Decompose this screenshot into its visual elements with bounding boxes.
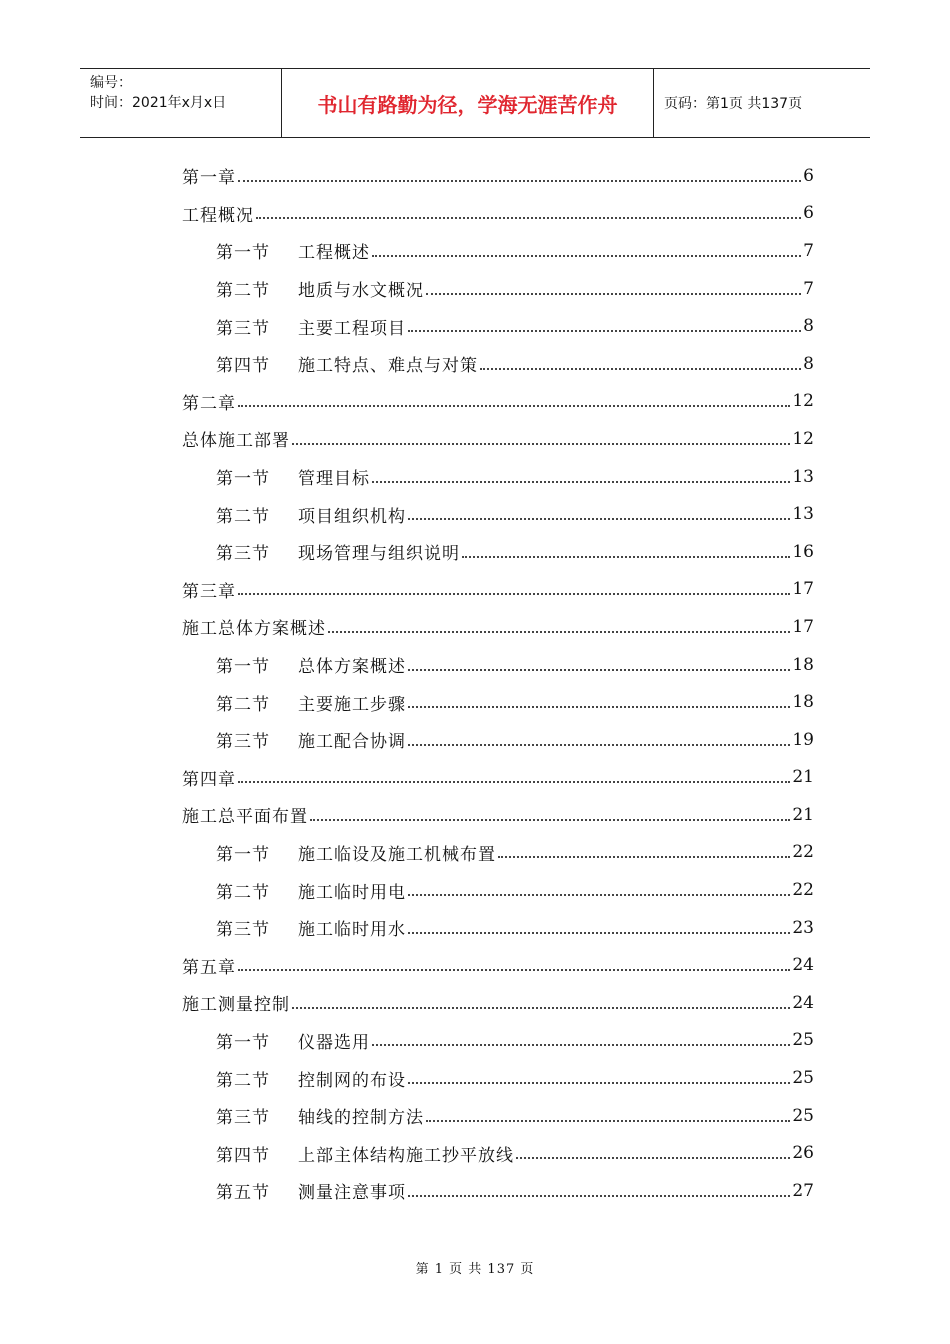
toc-entry[interactable] xyxy=(182,1097,814,1135)
toc-title: 测量注意事项 xyxy=(298,1183,406,1204)
toc-page-number: 7 xyxy=(803,278,814,299)
toc-page-number: 12 xyxy=(792,428,814,449)
toc-section-label: 第二节 xyxy=(216,281,270,302)
toc-page-number: 18 xyxy=(792,692,814,713)
toc-page-number: 21 xyxy=(792,804,814,825)
toc-page-number: 17 xyxy=(792,616,814,637)
toc-entry[interactable] xyxy=(182,683,814,721)
toc-entry[interactable] xyxy=(182,834,814,872)
toc-entry[interactable] xyxy=(182,571,814,609)
toc-leader-dots xyxy=(408,932,790,934)
toc-title: 第二章 xyxy=(182,393,236,414)
toc-title: 上部主体结构施工抄平放线 xyxy=(298,1145,514,1166)
toc-leader-dots xyxy=(408,744,790,746)
toc-title: 工程概述 xyxy=(298,243,370,264)
toc-title: 第一章 xyxy=(182,168,236,189)
toc-entry[interactable] xyxy=(182,759,814,797)
toc-title: 施工临时用水 xyxy=(298,920,406,941)
toc-title: 管理目标 xyxy=(298,469,370,490)
toc-entry[interactable] xyxy=(182,533,814,571)
toc-entry[interactable] xyxy=(182,946,814,984)
toc-title: 施工临设及施工机械布置 xyxy=(298,844,496,865)
toc-entry[interactable] xyxy=(182,232,814,270)
toc-title: 第三章 xyxy=(182,581,236,602)
toc-section-label: 第一节 xyxy=(216,657,270,678)
toc-entry[interactable] xyxy=(182,1172,814,1210)
toc-leader-dots xyxy=(328,631,790,633)
toc-leader-dots xyxy=(310,819,790,821)
toc-page-number: 21 xyxy=(792,767,814,788)
toc-leader-dots xyxy=(238,405,790,407)
toc-page-number: 19 xyxy=(792,729,814,750)
toc-leader-dots xyxy=(426,293,801,295)
toc-section-label: 第三节 xyxy=(216,920,270,941)
toc-page-number: 12 xyxy=(792,391,814,412)
toc-title: 第五章 xyxy=(182,957,236,978)
toc-leader-dots xyxy=(292,443,790,445)
toc-title: 项目组织机构 xyxy=(298,506,406,527)
toc-section-label: 第二节 xyxy=(216,506,270,527)
toc-leader-dots xyxy=(372,481,790,483)
toc-leader-dots xyxy=(408,1195,790,1197)
toc-section-label: 第一节 xyxy=(216,243,270,264)
toc-entry[interactable] xyxy=(182,345,814,383)
toc-page-number: 17 xyxy=(792,579,814,600)
toc-entry[interactable] xyxy=(182,270,814,308)
toc-page-number: 7 xyxy=(803,240,814,261)
toc-entry[interactable] xyxy=(182,984,814,1022)
toc-leader-dots xyxy=(372,255,801,257)
toc-title: 总体施工部署 xyxy=(182,431,290,452)
toc-title: 地质与水文概况 xyxy=(298,281,424,302)
toc-page-number: 23 xyxy=(792,917,814,938)
toc-title: 施工总平面布置 xyxy=(182,807,308,828)
toc-page-number: 16 xyxy=(792,541,814,562)
toc-leader-dots xyxy=(462,556,790,558)
toc-entry[interactable] xyxy=(182,1022,814,1060)
toc-leader-dots xyxy=(238,180,801,182)
toc-title: 第四章 xyxy=(182,769,236,790)
toc-page-number: 26 xyxy=(792,1143,814,1164)
toc-entry[interactable] xyxy=(182,1134,814,1172)
toc-page-number: 24 xyxy=(792,955,814,976)
time-label: 时间：2021年x月x日 xyxy=(90,95,227,111)
toc-section-label: 第三节 xyxy=(216,318,270,339)
toc-section-label: 第一节 xyxy=(216,844,270,865)
toc-leader-dots xyxy=(372,1044,790,1046)
table-of-contents xyxy=(182,157,814,1210)
header-motto: 书山有路勤为径，学海无涯苦作舟 xyxy=(282,69,654,137)
toc-section-label: 第一节 xyxy=(216,469,270,490)
header-left-cell xyxy=(80,69,282,137)
toc-title: 施工测量控制 xyxy=(182,995,290,1016)
toc-section-label: 第二节 xyxy=(216,1070,270,1091)
page-footer: 第 1 页 共 137 页 xyxy=(415,1262,535,1277)
toc-section-label: 第二节 xyxy=(216,694,270,715)
toc-leader-dots xyxy=(408,894,790,896)
toc-page-number: 27 xyxy=(792,1180,814,1201)
toc-page-number: 25 xyxy=(792,1105,814,1126)
toc-leader-dots xyxy=(238,969,790,971)
toc-entry[interactable] xyxy=(182,420,814,458)
toc-entry[interactable] xyxy=(182,796,814,834)
toc-page-number: 6 xyxy=(803,165,814,186)
toc-page-number: 25 xyxy=(792,1030,814,1051)
toc-entry[interactable] xyxy=(182,1059,814,1097)
toc-title: 施工总体方案概述 xyxy=(182,619,326,640)
toc-section-label: 第一节 xyxy=(216,1032,270,1053)
toc-leader-dots xyxy=(498,856,790,858)
toc-title: 总体方案概述 xyxy=(298,657,406,678)
toc-leader-dots xyxy=(408,330,801,332)
toc-section-label: 第三节 xyxy=(216,544,270,565)
toc-section-label: 第四节 xyxy=(216,1145,270,1166)
toc-entry[interactable] xyxy=(182,383,814,421)
toc-title: 主要施工步骤 xyxy=(298,694,406,715)
toc-leader-dots xyxy=(408,518,790,520)
toc-section-label: 第二节 xyxy=(216,882,270,903)
toc-leader-dots xyxy=(408,1082,790,1084)
toc-title: 工程概况 xyxy=(182,205,254,226)
toc-leader-dots xyxy=(292,1007,790,1009)
toc-leader-dots xyxy=(238,593,790,595)
toc-leader-dots xyxy=(256,217,801,219)
toc-section-label: 第三节 xyxy=(216,732,270,753)
toc-title: 仪器选用 xyxy=(298,1032,370,1053)
toc-page-number: 13 xyxy=(792,504,814,525)
toc-title: 施工临时用电 xyxy=(298,882,406,903)
toc-title: 轴线的控制方法 xyxy=(298,1108,424,1129)
toc-title: 主要工程项目 xyxy=(298,318,406,339)
toc-leader-dots xyxy=(408,706,790,708)
toc-entry[interactable] xyxy=(182,721,814,759)
toc-section-label: 第五节 xyxy=(216,1183,270,1204)
toc-leader-dots xyxy=(426,1120,790,1122)
toc-title: 控制网的布设 xyxy=(298,1070,406,1091)
toc-leader-dots xyxy=(516,1157,790,1159)
toc-page-number: 8 xyxy=(803,353,814,374)
toc-leader-dots xyxy=(238,781,790,783)
toc-title: 施工特点、难点与对策 xyxy=(298,356,478,377)
toc-page-number: 25 xyxy=(792,1068,814,1089)
toc-entry[interactable] xyxy=(182,495,814,533)
toc-entry[interactable] xyxy=(182,157,814,195)
toc-page-number: 24 xyxy=(792,992,814,1013)
toc-entry[interactable] xyxy=(182,646,814,684)
toc-page-number: 22 xyxy=(792,842,814,863)
toc-page-number: 13 xyxy=(792,466,814,487)
toc-entry[interactable] xyxy=(182,458,814,496)
toc-entry[interactable] xyxy=(182,195,814,233)
toc-page-number: 22 xyxy=(792,880,814,901)
toc-entry[interactable] xyxy=(182,909,814,947)
toc-page-number: 18 xyxy=(792,654,814,675)
toc-leader-dots xyxy=(408,669,790,671)
toc-page-number: 8 xyxy=(803,316,814,337)
page-header xyxy=(80,68,870,138)
toc-title: 施工配合协调 xyxy=(298,732,406,753)
toc-section-label: 第四节 xyxy=(216,356,270,377)
toc-section-label: 第三节 xyxy=(216,1108,270,1129)
toc-leader-dots xyxy=(480,368,801,370)
header-page-label: 页码：第1页 共137页 xyxy=(664,96,803,112)
toc-entry[interactable] xyxy=(182,871,814,909)
number-label: 编号： xyxy=(90,75,132,91)
toc-title: 现场管理与组织说明 xyxy=(298,544,460,565)
toc-entry[interactable] xyxy=(182,307,814,345)
toc-page-number: 6 xyxy=(803,203,814,224)
toc-entry[interactable] xyxy=(182,608,814,646)
